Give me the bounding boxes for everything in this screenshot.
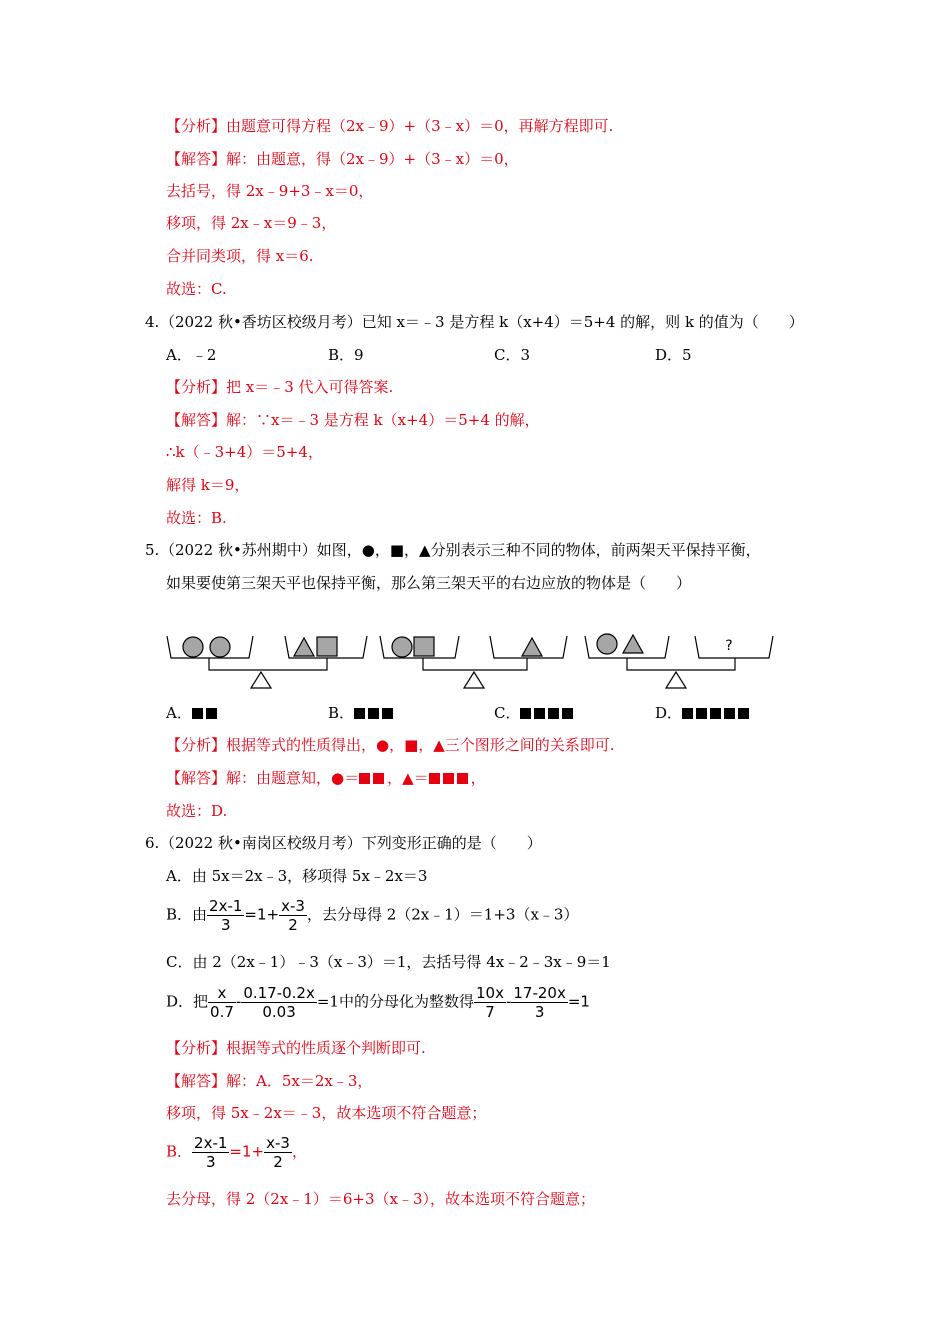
q6-option-a: A．由 5x＝2x﹣3，移项得 5x﹣2x＝3 <box>166 867 428 885</box>
square-icon <box>562 708 573 719</box>
square-icon <box>534 708 545 719</box>
balance-scale-3 <box>585 634 773 688</box>
q5-solution-sep: ， <box>387 769 403 787</box>
q5-option-d-label: D． <box>655 704 683 722</box>
numerator: 2x-1 <box>194 1134 228 1152</box>
q5-option-d <box>655 703 752 723</box>
numerator: 17-20x <box>513 984 566 1002</box>
q4-solution-line-3: 解得 k＝9， <box>166 476 250 494</box>
q5-solution-prefix: 【解答】解：由题意知， <box>166 769 332 787</box>
q6-solution-b-fraction-2 <box>264 1134 292 1171</box>
balance-scale-1 <box>167 636 367 688</box>
q5-solution-circle: ●＝ <box>331 769 360 787</box>
square-icon <box>206 708 217 719</box>
q4-option-b: B．9 <box>328 346 364 364</box>
q5-option-b <box>328 703 396 723</box>
q4-solution-line-2: ∴k（﹣3+4）＝5+4， <box>166 443 323 461</box>
numerator: x <box>208 984 236 1003</box>
square-icon <box>710 708 721 719</box>
q3-solution-line-1: 【解答】解：由题意，得（2x﹣9）+（3﹣x）＝0， <box>166 150 519 168</box>
q6-option-d-minus-2: - <box>505 992 512 1011</box>
square-icon <box>696 708 707 719</box>
q6-option-d-fraction-1 <box>208 984 236 1021</box>
square-icon <box>429 773 440 784</box>
square-icon <box>682 708 693 719</box>
q5-stem-line-2: 如果要使第三架天平也保持平衡，那么第三架天平的右边应放的物体是（ ） <box>166 574 692 592</box>
denominator: 3 <box>205 1153 216 1171</box>
q5-number: 5. <box>145 541 160 559</box>
q5-stem-line-1: （2022 秋•苏州期中）如图，●，■，▲分别表示三种不同的物体，前两架天平保持平衡， <box>160 541 761 559</box>
q3-answer: 故选：C. <box>166 280 227 298</box>
q4-analysis: 【分析】把 x＝﹣3 代入可得答案. <box>166 378 394 396</box>
balance-scale-2 <box>380 636 567 688</box>
q6-option-d-fraction-2 <box>241 984 317 1021</box>
square-icon <box>192 708 203 719</box>
numerator: x-3 <box>281 897 305 915</box>
square-icon <box>359 773 370 784</box>
square-icon <box>354 708 365 719</box>
q5-solution-end: ， <box>470 769 486 787</box>
q4-solution-line-1: 【解答】解：∵x＝﹣3 是方程 k（x+4）＝5+4 的解， <box>166 411 540 429</box>
q6-option-b-prefix: B．由 <box>166 905 208 924</box>
q5-option-c-label: C． <box>494 704 521 722</box>
q4-option-a: A．﹣2 <box>166 346 217 364</box>
q3-analysis: 【分析】由题意可得方程（2x﹣9）+（3﹣x）＝0，再解方程即可. <box>166 117 614 135</box>
numerator: 2x-1 <box>209 897 243 915</box>
denominator: 2 <box>273 1153 283 1171</box>
square-icon <box>724 708 735 719</box>
q4-answer: 故选：B. <box>166 509 227 527</box>
q5-answer: 故选：D. <box>166 802 228 820</box>
q6-option-d-fraction-4 <box>511 984 567 1021</box>
q6-solution-line-4: 去分母，得 2（2x﹣1）＝6+3（x﹣3），故本选项不符合题意； <box>166 1190 596 1208</box>
q6-solution-line-1: 【解答】解：A．5x＝2x﹣3， <box>166 1072 373 1090</box>
q6-solution-b <box>166 1134 307 1171</box>
denominator: 2 <box>288 916 298 934</box>
numerator: x-3 <box>266 1134 290 1152</box>
q6-option-b <box>166 897 578 934</box>
denominator: 0.7 <box>210 1003 234 1021</box>
q5-option-b-label: B． <box>328 704 355 722</box>
denominator: 7 <box>485 1003 495 1021</box>
square-icon <box>373 773 384 784</box>
scale-3-question-mark: ? <box>725 638 733 654</box>
q6-option-d-eq-2: =1 <box>567 992 590 1011</box>
q5-option-c <box>494 703 576 723</box>
q6-analysis: 【分析】根据等式的性质逐个判断即可. <box>166 1039 426 1057</box>
q6-solution-b-prefix: B． <box>166 1142 193 1161</box>
q6-option-d-prefix: D．把 <box>166 992 209 1011</box>
square-icon <box>520 708 531 719</box>
q4-stem: （2022 秋•香坊区校级月考）已知 x＝﹣3 是方程 k（x+4）＝5+4 的解，则 k 的值为（ ） <box>160 313 804 331</box>
q6-option-d-minus: - <box>235 992 242 1011</box>
balance-scales-figure <box>165 628 805 692</box>
q6-option-c: C．由 2（2x﹣1）﹣3（x﹣3）＝1，去括号得 4x﹣2﹣3x﹣9＝1 <box>166 953 611 971</box>
q4-option-c: C．3 <box>494 346 531 364</box>
q3-solution-line-4: 合并同类项，得 x＝6. <box>166 247 314 265</box>
q6-option-b-fraction-1 <box>207 897 244 934</box>
q5-analysis: 【分析】根据等式的性质得出，●，■，▲三个图形之间的关系即可. <box>166 736 615 754</box>
q5-solution-triangle: ▲＝ <box>402 769 429 787</box>
square-icon <box>382 708 393 719</box>
q4-option-d: D．5 <box>655 346 692 364</box>
denominator: 0.03 <box>262 1003 296 1021</box>
q6-stem: （2022 秋•南岗区校级月考）下列变形正确的是（ ） <box>160 834 542 852</box>
q6-option-d-eq: =1中的分母化为整数得 <box>316 992 474 1011</box>
numerator: 10x <box>475 984 504 1002</box>
square-icon <box>368 708 379 719</box>
q6-option-d-fraction-3 <box>474 984 506 1021</box>
q6-solution-line-2: 移项，得 5x﹣2x＝﹣3，故本选项不符合题意； <box>166 1104 487 1122</box>
q5-option-a-label: A． <box>166 704 192 722</box>
q6-solution-b-end: ， <box>291 1142 307 1161</box>
denominator: 3 <box>220 916 231 934</box>
square-icon <box>738 708 749 719</box>
numerator: 0.17-0.2x <box>243 984 315 1002</box>
q6-option-b-fraction-2 <box>279 897 307 934</box>
q6-solution-b-fraction-1 <box>192 1134 229 1171</box>
q3-solution-line-2: 去括号，得 2x﹣9+3﹣x＝0， <box>166 182 374 200</box>
q6-option-d <box>166 984 590 1021</box>
q3-solution-line-3: 移项，得 2x﹣x＝9﹣3， <box>166 214 337 232</box>
q6-option-b-suffix: ，去分母得 2（2x﹣1）＝1+3（x﹣3） <box>306 905 579 924</box>
denominator: 3 <box>534 1003 545 1021</box>
q5-solution <box>166 768 486 788</box>
q4-number: 4. <box>145 313 160 331</box>
q6-option-b-mid: =1+ <box>244 905 280 924</box>
square-icon <box>457 773 468 784</box>
q6-number: 6. <box>145 834 160 852</box>
square-icon <box>548 708 559 719</box>
square-icon <box>443 773 454 784</box>
q5-option-a <box>166 703 220 723</box>
q6-solution-b-mid: =1+ <box>229 1142 265 1161</box>
